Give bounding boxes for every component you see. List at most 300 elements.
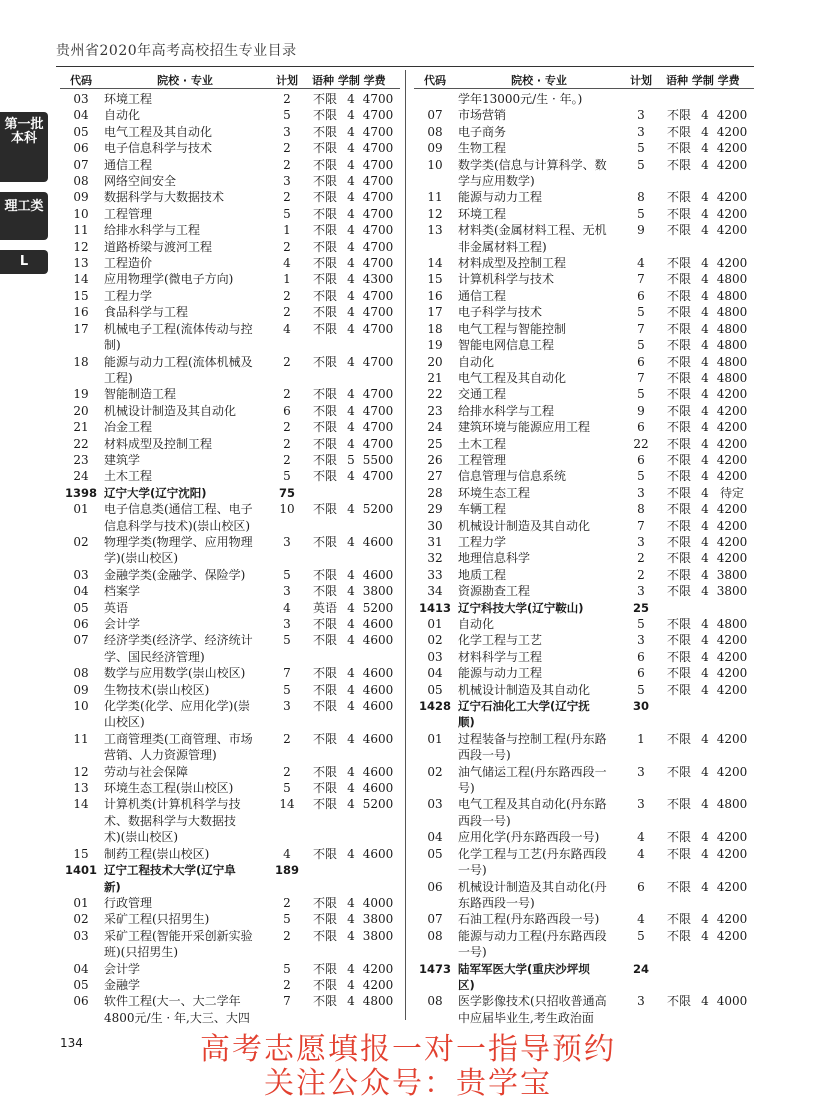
table-row <box>414 91 754 107</box>
row-code: 13 <box>427 223 443 238</box>
row-plan: 3 <box>283 617 291 631</box>
row-name: 能源与动力工程(丹东路西段 <box>458 928 607 943</box>
row-code <box>60 550 102 566</box>
row-name: 交通工程 <box>458 387 507 402</box>
row-plan: 22 <box>633 436 649 451</box>
row-plan: 3 <box>637 108 645 123</box>
row-language: 不限 <box>312 682 337 697</box>
row-fee: 4200 <box>716 436 748 451</box>
row-fee <box>712 944 752 960</box>
page-number: 134 <box>60 1036 83 1050</box>
row-plan: 5 <box>283 108 291 123</box>
row-years: 4 <box>347 206 355 221</box>
row-language <box>660 173 698 189</box>
row-fee <box>712 813 752 829</box>
row-code: 05 <box>73 600 89 615</box>
row-code: 03 <box>73 928 89 943</box>
row-years: 4 <box>347 420 355 435</box>
table-row <box>60 567 400 583</box>
row-language: 不限 <box>312 731 337 746</box>
row-fee: 4200 <box>716 518 748 533</box>
row-code: 25 <box>427 436 443 451</box>
row-name: 机械设计制造及其自动化 <box>458 518 591 533</box>
school-row <box>414 714 754 730</box>
row-code <box>414 813 456 829</box>
row-language: 不限 <box>666 928 691 943</box>
row-plan: 7 <box>283 994 291 1009</box>
row-plan: 24 <box>632 961 649 976</box>
row-fee: 3800 <box>716 567 748 582</box>
table-row <box>414 157 754 173</box>
row-years: 4 <box>701 485 709 500</box>
row-years: 4 <box>701 108 709 123</box>
row-years: 4 <box>347 321 355 336</box>
row-code: 28 <box>427 485 443 500</box>
row-plan: 189 <box>274 863 299 878</box>
row-years: 4 <box>347 108 355 123</box>
row-language: 不限 <box>312 797 337 812</box>
row-code <box>414 173 456 189</box>
row-years <box>344 370 358 386</box>
row-plan <box>622 780 660 796</box>
row-fee <box>358 813 398 829</box>
row-name: 电气工程及其自动化 <box>104 124 213 139</box>
row-name: 营销、人力资源管理) <box>104 748 217 763</box>
table-row <box>414 780 754 796</box>
row-language: 不限 <box>312 912 337 927</box>
row-language <box>660 813 698 829</box>
row-language: 不限 <box>312 206 337 221</box>
table-row <box>414 993 754 1009</box>
row-years <box>344 829 358 845</box>
table-row <box>60 846 400 862</box>
row-plan: 4 <box>637 830 645 845</box>
table-row <box>60 288 400 304</box>
row-name: 建筑学 <box>104 452 141 467</box>
row-code: 1413 <box>418 600 451 615</box>
row-plan: 5 <box>637 157 645 172</box>
row-years: 4 <box>347 174 355 189</box>
row-code: 17 <box>73 321 89 336</box>
row-fee: 4600 <box>362 682 394 697</box>
table-row <box>60 977 400 993</box>
row-code: 1428 <box>418 699 451 714</box>
row-name: 过程装备与控制工程(丹东路 <box>458 731 607 746</box>
row-plan: 2 <box>283 928 291 943</box>
row-language: 不限 <box>666 879 691 894</box>
row-name: 采矿工程(只招男生) <box>104 912 210 927</box>
row-fee: 4700 <box>362 108 394 123</box>
row-years <box>344 485 358 501</box>
row-fee <box>358 879 398 895</box>
table-row <box>414 895 754 911</box>
row-code: 09 <box>427 141 443 156</box>
table-row <box>414 518 754 534</box>
row-plan: 7 <box>283 666 291 681</box>
row-code: 02 <box>73 912 89 927</box>
row-language: 不限 <box>666 436 691 451</box>
row-name: 物理学类(物理学、应用物理 <box>104 534 253 549</box>
row-name: 中应届毕业生,考生政治面 <box>458 1010 594 1025</box>
row-name: 信息管理与信息系统 <box>458 469 567 484</box>
table-row <box>60 518 400 534</box>
table-row <box>414 928 754 944</box>
row-language <box>660 977 698 993</box>
row-years: 4 <box>701 846 709 861</box>
row-code <box>414 780 456 796</box>
row-code: 06 <box>73 994 89 1009</box>
table-row <box>414 911 754 927</box>
row-fee: 4200 <box>716 551 748 566</box>
table-row <box>414 173 754 189</box>
row-name: 术)(崇山校区) <box>104 830 179 845</box>
row-plan: 3 <box>637 633 645 648</box>
row-plan <box>268 649 306 665</box>
table-row <box>414 944 754 960</box>
table-row <box>60 534 400 550</box>
row-code: 26 <box>427 452 443 467</box>
row-language: 不限 <box>666 256 691 271</box>
row-name: 劳动与社会保障 <box>104 764 189 779</box>
row-code: 1401 <box>64 863 97 878</box>
row-plan: 2 <box>637 551 645 566</box>
table-row <box>414 731 754 747</box>
row-language <box>306 862 344 878</box>
row-code: 08 <box>427 928 443 943</box>
row-code <box>60 649 102 665</box>
row-language: 不限 <box>666 338 691 353</box>
table-row <box>414 501 754 517</box>
row-years: 4 <box>701 666 709 681</box>
table-row <box>60 714 400 730</box>
row-fee <box>712 862 752 878</box>
row-language: 不限 <box>666 469 691 484</box>
row-plan: 6 <box>637 649 645 664</box>
row-language: 不限 <box>312 157 337 172</box>
row-language: 不限 <box>312 288 337 303</box>
row-years: 4 <box>347 469 355 484</box>
row-name: 环境生态工程(崇山校区) <box>104 781 234 796</box>
row-years <box>698 862 712 878</box>
row-code: 04 <box>73 584 89 599</box>
row-years: 4 <box>347 272 355 287</box>
row-name: 会计学 <box>104 617 141 631</box>
header-lang-year-fee: 语种 学制 学费 <box>666 74 740 87</box>
row-name: 化学工程与工艺 <box>458 633 543 648</box>
table-row <box>60 239 400 255</box>
header-name: 院校 · 专业 <box>511 74 567 87</box>
row-plan: 1 <box>637 731 645 746</box>
row-code: 05 <box>73 977 89 992</box>
row-fee: 4200 <box>716 830 748 845</box>
row-fee: 4700 <box>362 354 394 369</box>
left-table-body <box>60 91 400 1026</box>
row-name: 机械电子工程(流体传动与控 <box>104 321 253 336</box>
row-code: 03 <box>73 567 89 582</box>
row-fee: 4200 <box>716 879 748 894</box>
row-fee: 4800 <box>716 338 748 353</box>
row-plan <box>268 879 306 895</box>
row-language: 不限 <box>666 846 691 861</box>
row-name: 电子信息科学与技术 <box>104 141 213 156</box>
row-code: 04 <box>427 830 443 845</box>
row-code: 12 <box>73 239 89 254</box>
row-years: 4 <box>347 124 355 139</box>
row-name: 信息科学与技术)(崇山校区) <box>104 518 251 533</box>
row-language: 不限 <box>666 830 691 845</box>
row-years: 4 <box>347 699 355 714</box>
row-years <box>698 780 712 796</box>
row-plan: 4 <box>637 912 645 927</box>
row-name: 山校区) <box>104 715 145 730</box>
table-row <box>60 698 400 714</box>
row-language: 不限 <box>666 617 691 631</box>
row-fee <box>358 485 398 501</box>
row-name: 制) <box>104 338 121 353</box>
row-language <box>660 780 698 796</box>
row-code <box>414 239 456 255</box>
row-code: 33 <box>427 567 443 582</box>
row-code <box>414 944 456 960</box>
row-code: 03 <box>427 797 443 812</box>
row-years: 4 <box>347 633 355 648</box>
page-header: 贵州省2020年高考高校招生专业目录 <box>56 43 297 59</box>
row-code: 19 <box>427 338 443 353</box>
row-name: 计算机科学与技术 <box>458 272 555 287</box>
row-fee: 4600 <box>362 633 394 648</box>
row-years: 4 <box>347 256 355 271</box>
row-name: 数学类(信息与计算科学、数 <box>458 157 607 172</box>
table-row <box>60 337 400 353</box>
row-name: 电子商务 <box>458 124 507 139</box>
row-name: 东路西段一号) <box>458 895 535 910</box>
school-row <box>60 879 400 895</box>
row-years: 4 <box>701 830 709 845</box>
row-name: 4800元/生 · 年,大三、大四 <box>104 1010 250 1025</box>
row-fee: 4700 <box>362 321 394 336</box>
row-years: 4 <box>701 731 709 746</box>
table-row <box>414 813 754 829</box>
row-code: 04 <box>73 108 89 123</box>
row-name: 通信工程 <box>104 157 153 172</box>
row-fee: 4200 <box>716 469 748 484</box>
row-years: 4 <box>701 223 709 238</box>
row-fee: 4700 <box>362 387 394 402</box>
row-plan: 3 <box>637 994 645 1009</box>
row-language: 不限 <box>666 682 691 697</box>
row-code: 14 <box>73 272 89 287</box>
row-fee: 4200 <box>362 977 394 992</box>
row-fee: 4800 <box>716 370 748 385</box>
row-fee: 4800 <box>716 617 748 631</box>
row-code: 30 <box>427 518 443 533</box>
row-years: 4 <box>701 469 709 484</box>
row-name: 自动化 <box>458 354 495 369</box>
table-row <box>414 468 754 484</box>
row-years: 4 <box>701 518 709 533</box>
row-code: 21 <box>73 420 89 435</box>
row-fee <box>358 829 398 845</box>
row-years: 4 <box>347 584 355 599</box>
row-fee: 4200 <box>716 649 748 664</box>
row-fee: 4600 <box>362 534 394 549</box>
row-language: 不限 <box>312 666 337 681</box>
row-years: 4 <box>347 764 355 779</box>
row-plan: 3 <box>283 699 291 714</box>
row-code <box>60 337 102 353</box>
row-plan: 2 <box>283 764 291 779</box>
row-code: 18 <box>427 321 443 336</box>
row-fee: 3800 <box>362 912 394 927</box>
row-code: 1473 <box>418 961 451 976</box>
table-row <box>60 107 400 123</box>
row-fee: 4700 <box>362 174 394 189</box>
row-plan: 7 <box>637 272 645 287</box>
row-name: 环境工程 <box>458 206 507 221</box>
row-code <box>60 747 102 763</box>
row-language: 不限 <box>666 108 691 123</box>
row-name: 软件工程(大一、大二学年 <box>104 994 241 1009</box>
header-plan: 计划 <box>630 74 652 87</box>
row-language: 不限 <box>666 912 691 927</box>
left-table-header <box>60 72 400 89</box>
row-fee: 4800 <box>716 354 748 369</box>
row-plan: 5 <box>283 206 291 221</box>
row-plan: 30 <box>632 699 649 714</box>
table-row <box>60 140 400 156</box>
row-plan <box>622 91 660 107</box>
row-code: 23 <box>427 403 443 418</box>
row-plan: 9 <box>637 403 645 418</box>
row-plan: 3 <box>283 124 291 139</box>
row-name: 给排水科学与工程 <box>104 223 201 238</box>
row-years: 4 <box>347 223 355 238</box>
row-plan: 6 <box>637 354 645 369</box>
row-years: 4 <box>701 567 709 582</box>
row-name: 地质工程 <box>458 567 507 582</box>
table-row <box>414 304 754 320</box>
row-fee: 4200 <box>716 108 748 123</box>
row-name: 电气工程及其自动化(丹东路 <box>458 797 607 812</box>
row-code <box>60 879 102 895</box>
school-row <box>60 862 400 878</box>
row-years: 4 <box>347 797 355 812</box>
row-code: 01 <box>73 895 89 910</box>
table-row <box>414 796 754 812</box>
school-row <box>60 485 400 501</box>
table-row <box>414 632 754 648</box>
row-code: 12 <box>427 206 443 221</box>
table-row <box>414 747 754 763</box>
row-plan: 5 <box>637 141 645 156</box>
table-row <box>414 419 754 435</box>
row-language: 不限 <box>312 436 337 451</box>
row-name: 金融学类(金融学、保险学) <box>104 567 246 582</box>
row-code: 05 <box>427 682 443 697</box>
row-years: 4 <box>347 403 355 418</box>
row-plan: 7 <box>637 518 645 533</box>
row-years: 4 <box>701 502 709 517</box>
school-row <box>414 977 754 993</box>
row-language: 不限 <box>666 206 691 221</box>
row-name: 数学与应用数学(崇山校区) <box>104 666 246 681</box>
table-row <box>60 354 400 370</box>
row-name: 道路桥梁与渡河工程 <box>104 239 213 254</box>
side-tab-letter: L <box>0 250 48 274</box>
row-language: 不限 <box>312 223 337 238</box>
row-code: 01 <box>73 502 89 517</box>
row-plan <box>268 747 306 763</box>
row-years <box>698 961 712 977</box>
row-code: 03 <box>73 92 89 106</box>
row-language <box>306 649 344 665</box>
table-row <box>414 124 754 140</box>
table-row <box>60 911 400 927</box>
row-years: 4 <box>701 928 709 943</box>
header-code: 代码 <box>424 74 446 87</box>
row-code: 08 <box>427 124 443 139</box>
row-fee: 4200 <box>716 502 748 517</box>
row-years: 4 <box>347 502 355 517</box>
row-fee: 4700 <box>362 92 394 106</box>
row-code: 11 <box>427 190 443 205</box>
row-fee: 4700 <box>362 288 394 303</box>
row-fee: 4200 <box>362 961 394 976</box>
row-plan <box>622 714 660 730</box>
row-name: 冶金工程 <box>104 420 153 435</box>
row-plan: 5 <box>283 961 291 976</box>
row-language <box>660 600 698 616</box>
table-row <box>60 649 400 665</box>
row-code: 11 <box>73 223 89 238</box>
table-row <box>60 747 400 763</box>
row-name: 车辆工程 <box>458 502 507 517</box>
row-name: 会计学 <box>104 961 141 976</box>
row-fee: 4200 <box>716 666 748 681</box>
row-plan: 14 <box>279 797 295 812</box>
row-fee: 4700 <box>362 157 394 172</box>
row-name: 学、国民经济管理) <box>104 649 205 664</box>
row-plan: 2 <box>283 157 291 172</box>
row-fee <box>712 747 752 763</box>
row-language: 不限 <box>312 174 337 189</box>
row-code: 24 <box>427 420 443 435</box>
table-row <box>414 255 754 271</box>
row-fee <box>358 370 398 386</box>
row-name: 石油工程(丹东路西段一号) <box>458 912 600 927</box>
row-name: 土木工程 <box>458 436 507 451</box>
row-years: 4 <box>347 994 355 1009</box>
row-code: 29 <box>427 502 443 517</box>
row-code: 13 <box>73 781 89 796</box>
row-fee: 4200 <box>716 206 748 221</box>
row-fee <box>358 550 398 566</box>
row-years <box>698 239 712 255</box>
row-code: 07 <box>73 157 89 172</box>
row-plan <box>268 550 306 566</box>
row-fee: 5200 <box>362 600 394 615</box>
row-name: 西段一号) <box>458 813 511 828</box>
row-name: 工程管理 <box>458 452 507 467</box>
row-years: 4 <box>347 617 355 631</box>
table-row <box>414 107 754 123</box>
header-code: 代码 <box>70 74 92 87</box>
row-plan: 2 <box>637 567 645 582</box>
table-row <box>414 206 754 222</box>
row-language: 不限 <box>666 649 691 664</box>
row-name: 一号) <box>458 863 487 878</box>
row-years: 4 <box>701 764 709 779</box>
